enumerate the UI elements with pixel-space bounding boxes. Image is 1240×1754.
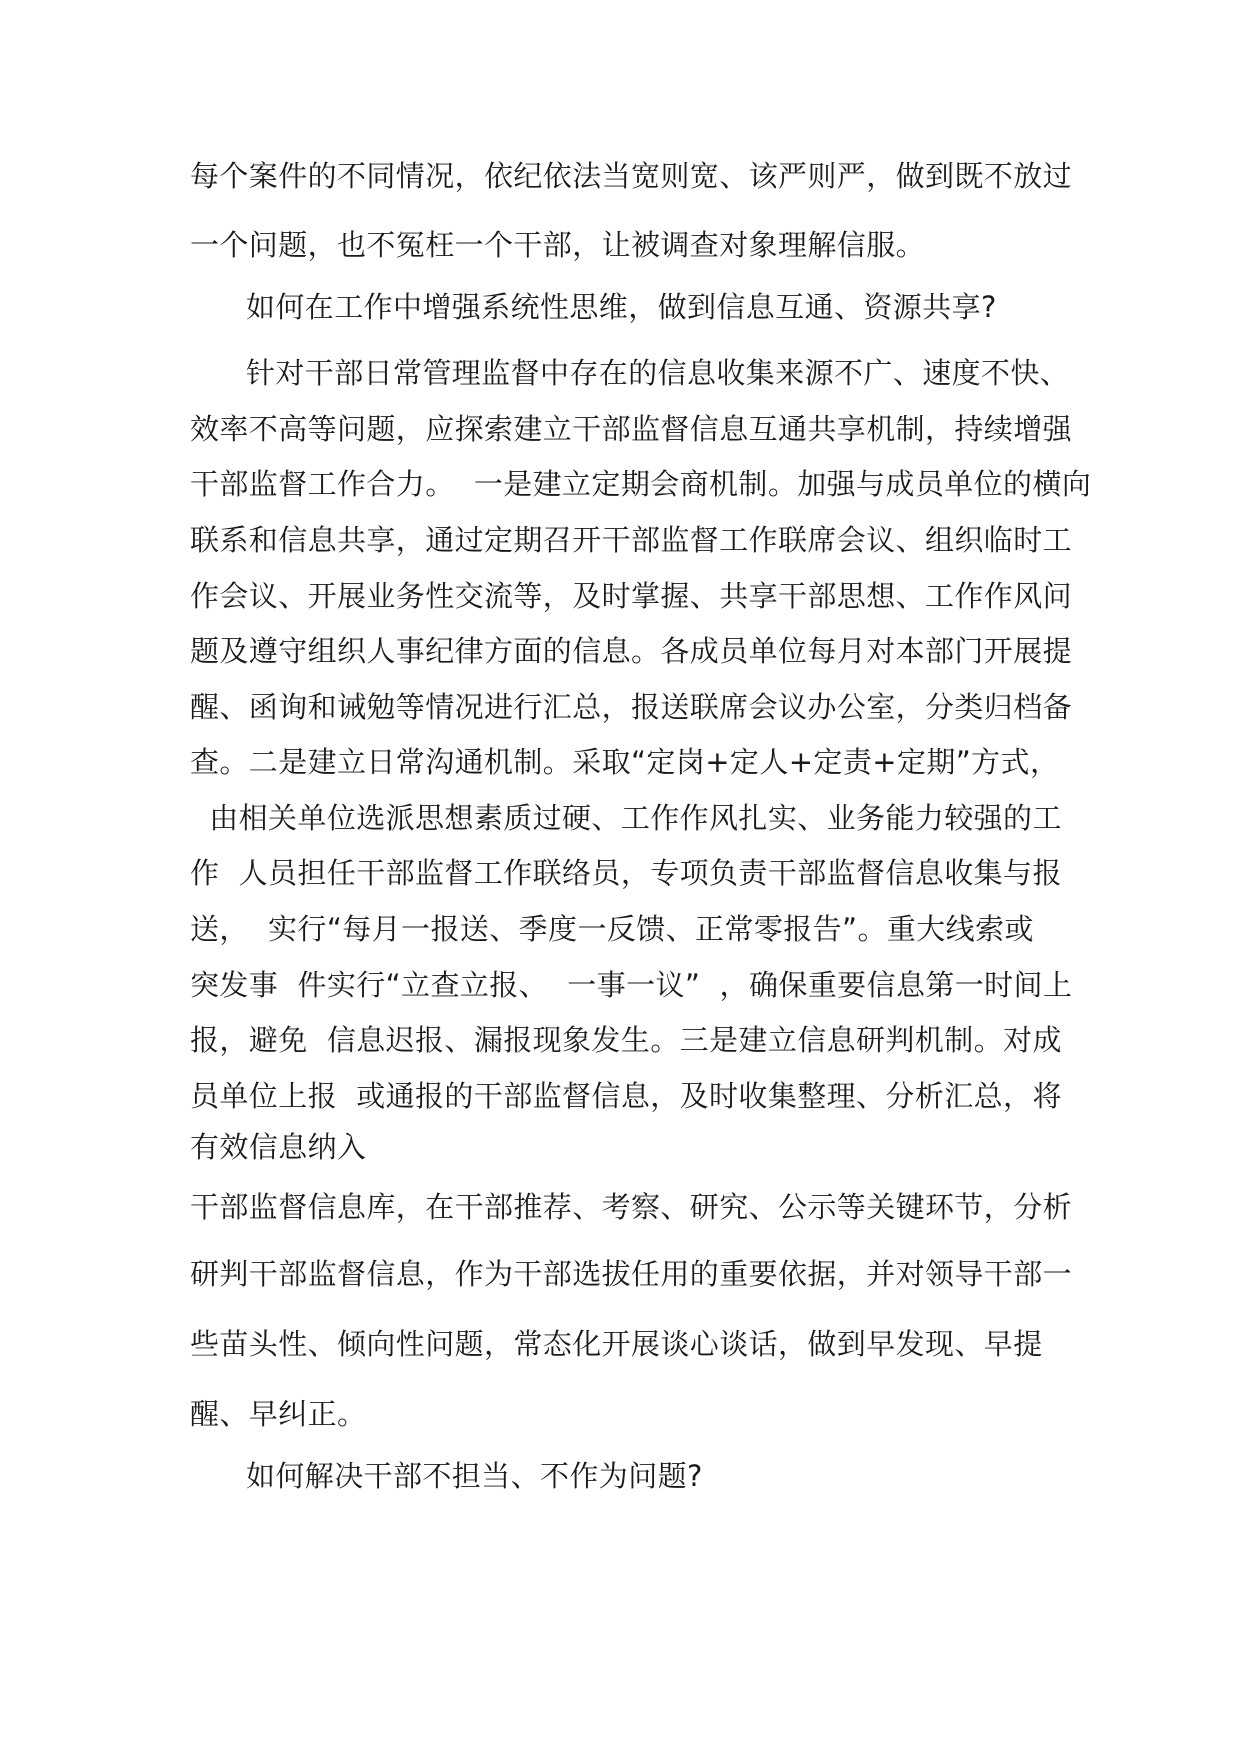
text-line: 作 人员担任干部监督工作联络员，专项负责干部监督信息收集与报 [190,856,1062,890]
text-line: 突发事 件实行“立查立报、 一事一议” ，确保重要信息第一时间上 [190,968,1073,1002]
text-line: 有效信息纳入 [190,1130,367,1164]
text-line: 效率不高等问题，应探索建立干部监督信息互通共享机制，持续增强 [190,412,1073,446]
text-line: 由相关单位选派思想素质过硬、工作作风扎实、业务能力较强的工 [190,801,1062,835]
text-line: 联系和信息共享，通过定期召开干部监督工作联席会议、组织临时工 [190,523,1073,557]
text-line: 题及遵守组织人事纪律方面的信息。各成员单位每月对本部门开展提 [190,634,1073,668]
text-line: 一个问题，也不冤枉一个干部，让被调查对象理解信服。 [190,228,926,262]
section-question: 如何在工作中增强系统性思维，做到信息互通、资源共享? [246,290,997,324]
text-line: 研判干部监督信息，作为干部选拔任用的重要依据，并对领导干部一 [190,1257,1073,1291]
text-line: 送， 实行“每月一报送、季度一反馈、正常零报告”。重大线索或 [190,912,1034,946]
text-line: 醒、函询和诫勉等情况进行汇总，报送联席会议办公室，分类归档备 [190,690,1073,724]
section-question: 如何解决干部不担当、不作为问题? [246,1459,703,1493]
text-line: 些苗头性、倾向性问题，常态化开展谈心谈话，做到早发现、早提 [190,1327,1043,1361]
text-line: 查。二是建立日常沟通机制。采取“定岗+定人+定责+定期”方式， [190,745,1060,779]
text-line: 针对干部日常管理监督中存在的信息收集来源不广、速度不快、 [246,356,1070,390]
text-line: 每个案件的不同情况，依纪依法当宽则宽、该严则严，做到既不放过 [190,159,1073,193]
text-line: 干部监督信息库，在干部推荐、考察、研究、公示等关键环节，分析 [190,1190,1073,1224]
text-line: 干部监督工作合力。 一是建立定期会商机制。加强与成员单位的横向 [190,467,1092,501]
text-line: 作会议、开展业务性交流等，及时掌握、共享干部思想、工作作风问 [190,579,1073,613]
text-line: 员单位上报 或通报的干部监督信息，及时收集整理、分析汇总，将 [190,1079,1062,1113]
text-line: 报，避免 信息迟报、漏报现象发生。三是建立信息研判机制。对成 [190,1023,1062,1057]
text-line: 醒、早纠正。 [190,1397,367,1431]
